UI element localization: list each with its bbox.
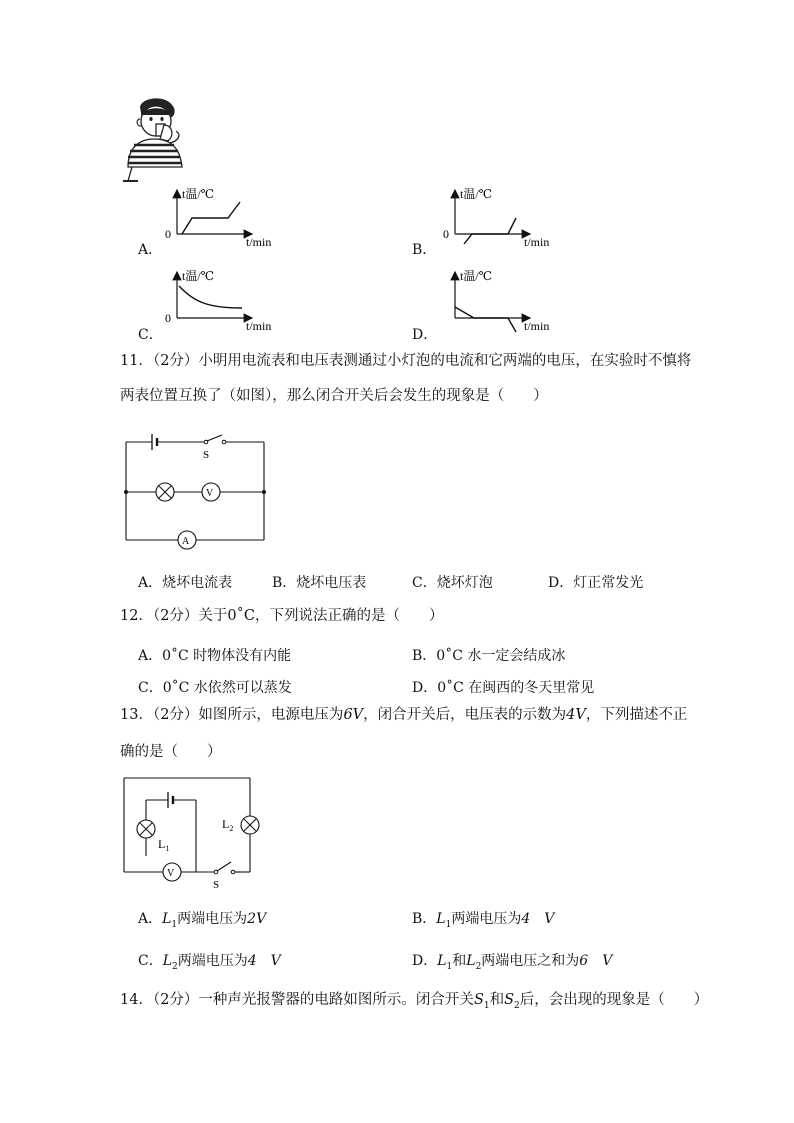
q14-and: 和 xyxy=(489,992,505,1008)
graph-option-a xyxy=(160,184,290,252)
q13-option-a[interactable] xyxy=(138,908,266,930)
q13-option-d-and: 和 xyxy=(452,953,467,969)
graph-c-y-label: t温/℃ xyxy=(182,269,215,283)
graph-b-x-label: t/min xyxy=(524,235,550,249)
graph-a-x-label: t/min xyxy=(246,235,272,249)
option-c-label: C． xyxy=(138,327,163,343)
graph-c-x-label: t/min xyxy=(246,319,272,333)
q13-option-b-mid: 两端电压为 xyxy=(451,911,522,927)
q13-option-b-val: 4 V xyxy=(521,911,555,927)
graph-a-y-label: t温/℃ xyxy=(182,187,215,201)
graph-c-origin: 0 xyxy=(165,311,171,325)
q13-l2-label: $L_2$ xyxy=(222,817,234,833)
q13-option-c-val: 4 V xyxy=(247,953,281,969)
graph-b-y-label: t温/℃ xyxy=(460,187,493,201)
q12-option-b[interactable]: B．0˚C 水一定会结成冰 xyxy=(412,648,566,664)
q13-switch-label: S xyxy=(213,879,220,891)
graph-b-origin: 0 xyxy=(443,227,449,241)
graph-option-c xyxy=(160,266,290,336)
q13-option-d-val: 6 V xyxy=(579,953,613,969)
q11-switch-label: S xyxy=(203,449,210,461)
graph-option-b xyxy=(438,184,568,252)
q13-voltmeter-reading: 4V xyxy=(566,707,586,723)
q13-option-c-sub: 2 xyxy=(172,961,178,972)
q14-s1-sub: 1 xyxy=(483,1000,490,1011)
q13-option-a-prefix: A． xyxy=(138,911,163,927)
q11-circuit-diagram xyxy=(118,428,273,552)
q13-stem-line1 xyxy=(120,706,687,724)
q13-option-a-sub: 1 xyxy=(171,919,178,930)
q13-option-c-mid: 两端电压为 xyxy=(177,953,248,969)
q13-stem-part2: ，闭合开关后，电压表的示数为 xyxy=(363,707,567,723)
q13-option-d-prefix: D． xyxy=(412,953,438,969)
q11-option-a[interactable]: A．烧坏电流表 xyxy=(138,575,233,591)
q13-option-b-prefix: B． xyxy=(412,911,437,927)
q13-option-c-prefix: C． xyxy=(138,953,163,969)
q13-l1-label: $L_1$ xyxy=(158,837,170,853)
q11-ammeter-label: A xyxy=(182,536,190,547)
q11-stem-line2: 两表位置互换了（如图），那么闭合开关后会发生的现象是（ ） xyxy=(120,388,548,404)
q13-option-d-var2: L xyxy=(466,953,476,969)
graph-a-origin: 0 xyxy=(165,227,171,241)
q11-option-b[interactable]: B．烧坏电压表 xyxy=(272,575,367,591)
q13-option-d-sub1: 1 xyxy=(446,961,453,972)
q12-option-c[interactable]: C．0˚C 水依然可以蒸发 xyxy=(138,680,292,696)
q13-option-d-var1: L xyxy=(437,953,447,969)
q14-s2-sub: 2 xyxy=(514,1000,520,1011)
q13-option-a-val: 2V xyxy=(247,911,267,927)
q13-option-c-var: L xyxy=(162,953,173,969)
q14-s1: S xyxy=(473,992,484,1008)
q13-option-b[interactable] xyxy=(412,908,554,930)
graph-option-d xyxy=(438,266,568,336)
q11-voltmeter-label: V xyxy=(206,488,214,499)
q13-option-d-sub2: 2 xyxy=(475,961,482,972)
q13-option-c[interactable] xyxy=(138,950,281,972)
option-a-label: A． xyxy=(138,242,163,258)
option-b-label: B． xyxy=(412,242,437,258)
q14-stem-part1: 14．（2分）一种声光报警器的电路如图所示。闭合开关 xyxy=(120,992,474,1008)
boy-drinking-illustration xyxy=(120,95,195,185)
q13-source-voltage: 6V xyxy=(343,707,364,723)
q13-option-d[interactable] xyxy=(412,950,612,972)
option-d-label: D． xyxy=(412,327,438,343)
graph-d-y-label: t温/℃ xyxy=(460,269,493,283)
q12-option-d[interactable]: D．0˚C 在闽西的冬天里常见 xyxy=(412,680,595,696)
q13-option-b-sub: 1 xyxy=(445,919,452,930)
q11-option-d[interactable]: D．灯正常发光 xyxy=(548,575,644,591)
q13-option-b-var: L xyxy=(436,911,446,927)
graph-d-x-label: t/min xyxy=(524,319,550,333)
q13-circuit-diagram xyxy=(118,772,278,892)
q14-stem-part2: 后，会出现的现象是（ ） xyxy=(519,992,709,1008)
q14-stem xyxy=(120,991,708,1015)
q13-stem-part1: 13．（2分）如图所示，电源电压为 xyxy=(120,707,344,723)
q11-option-c[interactable]: C．烧坏灯泡 xyxy=(412,575,493,591)
q13-option-a-mid: 两端电压为 xyxy=(177,911,248,927)
q13-option-a-var: L xyxy=(162,911,172,927)
q12-stem: 12．（2分）关于0˚C，下列说法正确的是（ ） xyxy=(120,608,444,624)
q12-option-a[interactable]: A．0˚C 时物体没有内能 xyxy=(138,648,292,664)
q11-stem-line1: 11．（2分）小明用电流表和电压表测通过小灯泡的电流和它两端的电压，在实验时不慎将 xyxy=(120,353,692,369)
q13-option-d-mid: 两端电压之和为 xyxy=(481,953,580,969)
q14-s2: S xyxy=(504,992,515,1008)
q13-voltmeter-label: V xyxy=(167,868,175,879)
q13-stem-part3: ，下列描述不正 xyxy=(585,707,688,723)
q13-stem-line2: 确的是（ ） xyxy=(120,744,222,760)
